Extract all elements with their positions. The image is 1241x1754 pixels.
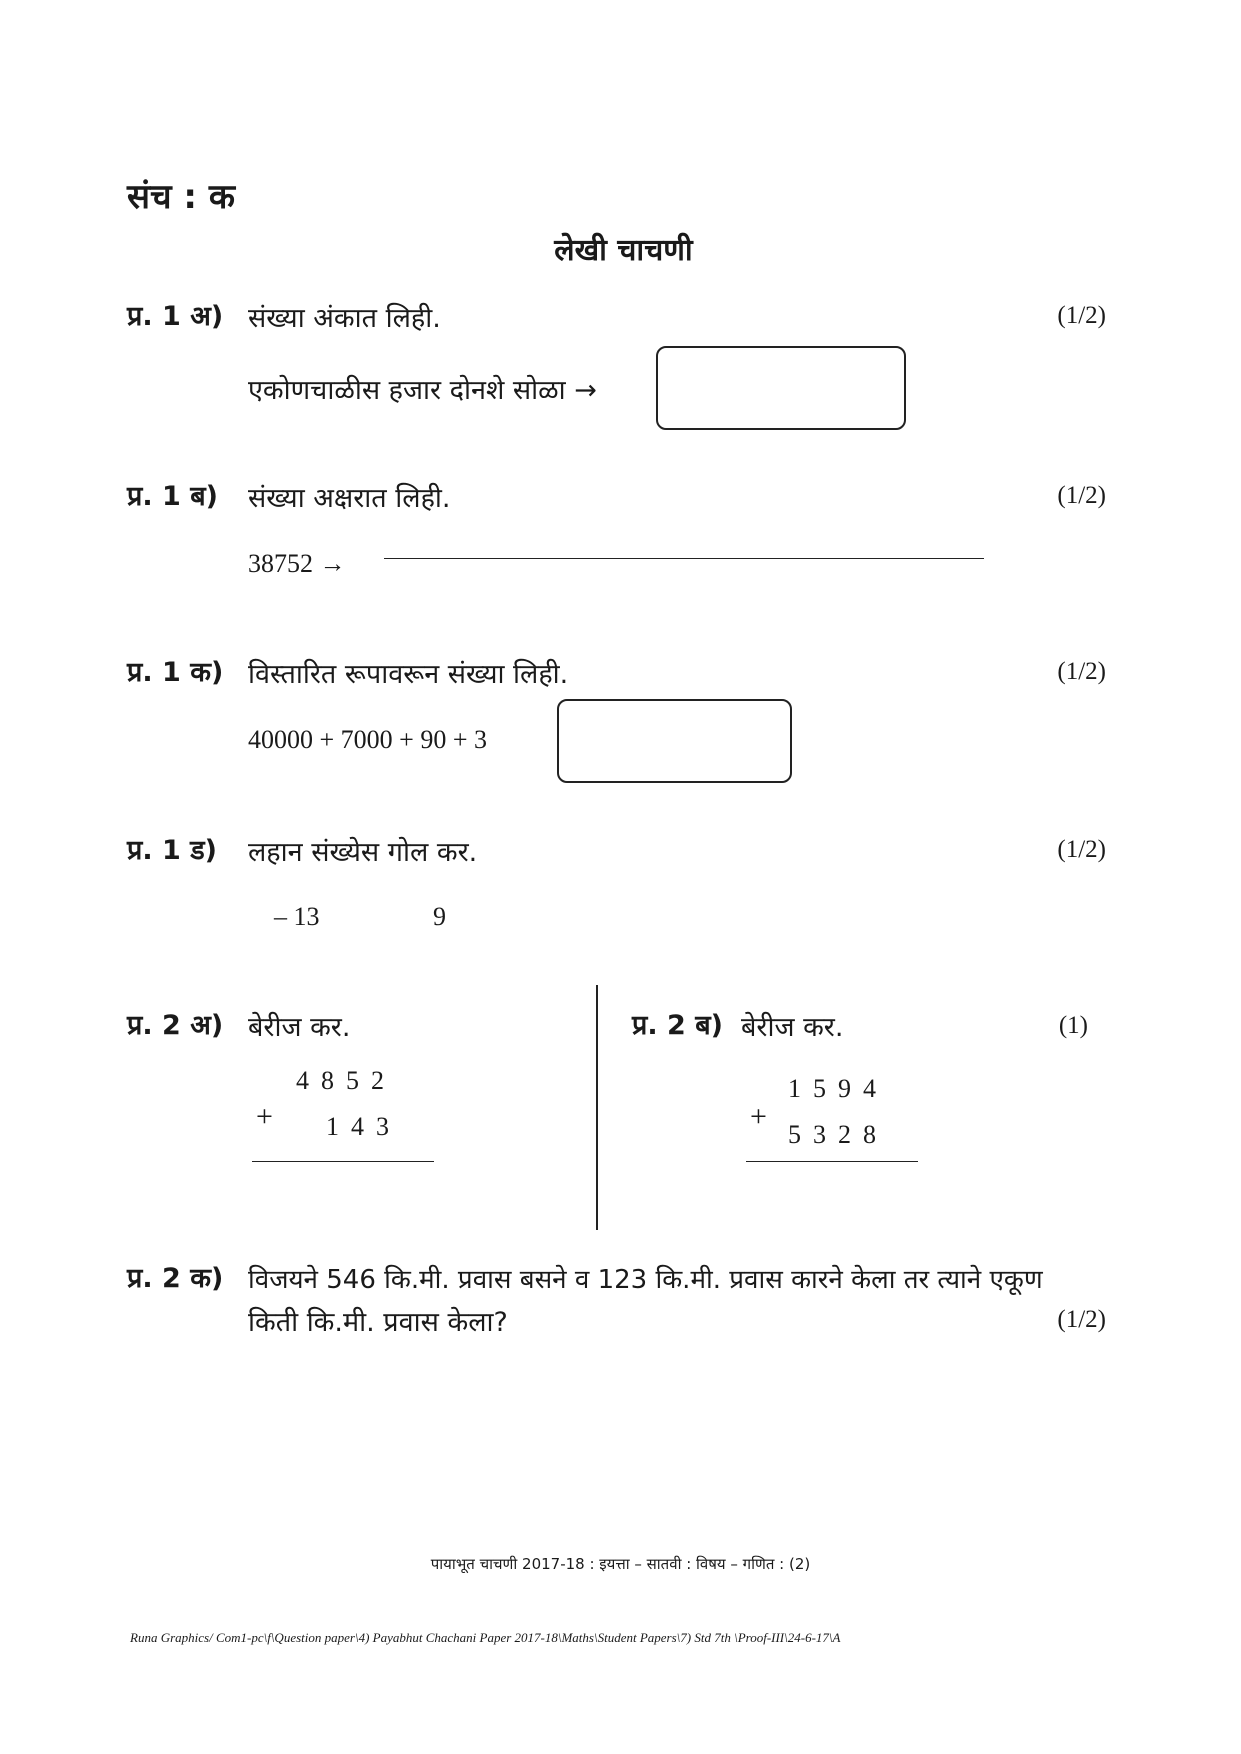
file-path-note: Runa Graphics/ Com1-pc\f\Question paper\4) Payabhut Chachani Paper 2017-18\Maths\Student Papers\7) Std 7th \Proof-III\24-6-17\A: [130, 1630, 841, 1645]
q1b-question: संख्या अक्षरात लिही.: [248, 483, 451, 514]
q2b-sum-line: [746, 1161, 918, 1162]
q1c-marks: (1/2): [1057, 658, 1106, 685]
q2a-sum-line: [252, 1161, 434, 1162]
q2c-marks: (1/2): [1057, 1306, 1106, 1333]
q2a-plus-sign: +: [256, 1100, 273, 1133]
q2a-top-number: 4852: [296, 1066, 396, 1095]
q1a-question: संख्या अंकात लिही.: [248, 303, 441, 334]
q1a-answer-box[interactable]: [656, 346, 906, 430]
q2b-number: प्र. 2 ब): [632, 1010, 723, 1041]
q1c-question: विस्तारित रूपावरून संख्या लिही.: [248, 659, 569, 690]
q1b-answer-line[interactable]: [384, 558, 984, 559]
column-divider: [596, 985, 598, 1230]
q2c-question-line-2: किती कि.मी. प्रवास केला?: [248, 1307, 508, 1338]
q1c-expression: 40000 + 7000 + 90 + 3: [248, 725, 487, 754]
page-title-text: लेखी चाचणी: [554, 233, 693, 268]
q2a-number: प्र. 2 अ): [127, 1010, 224, 1041]
q1d-option-1[interactable]: – 13: [274, 902, 320, 931]
q2b-question: बेरीज कर.: [741, 1012, 844, 1043]
q2b-top-number: 1594: [788, 1074, 888, 1103]
q2b-plus-sign: +: [750, 1100, 767, 1133]
q1d-option-2[interactable]: 9: [433, 902, 446, 931]
q1c-answer-box[interactable]: [557, 699, 792, 783]
q1c-number: प्र. 1 क): [127, 657, 224, 688]
page-title: [0, 228, 1241, 269]
q2a-bottom-number: 143: [326, 1112, 401, 1141]
q1d-number: प्र. 1 ड): [127, 835, 217, 866]
q1b-number: प्र. 1 ब): [127, 481, 218, 512]
q2b-marks: (1): [1058, 1012, 1088, 1039]
q1b-prompt: 38752 →: [248, 549, 346, 578]
q1b-marks: (1/2): [1057, 482, 1106, 509]
q2a-question: बेरीज कर.: [248, 1012, 351, 1043]
set-label: संच : क: [127, 177, 235, 217]
page-footer: पायाभूत चाचणी 2017-18 : इयत्ता – सातवी : विषय – गणित : (2): [430, 1555, 811, 1573]
q1d-marks: (1/2): [1057, 836, 1106, 863]
q2b-bottom-number: 5328: [788, 1120, 888, 1149]
q1a-number: प्र. 1 अ): [127, 301, 224, 332]
q2c-number: प्र. 2 क): [127, 1263, 224, 1294]
q1a-marks: (1/2): [1057, 302, 1106, 329]
q1d-question: लहान संख्येस गोल कर.: [248, 837, 478, 868]
q1a-prompt: एकोणचाळीस हजार दोनशे सोळा →: [248, 375, 597, 406]
q2c-question-line-1: विजयने 546 कि.मी. प्रवास बसने व 123 कि.मी. प्रवास कारने केला तर त्याने एकूण: [248, 1265, 1043, 1295]
